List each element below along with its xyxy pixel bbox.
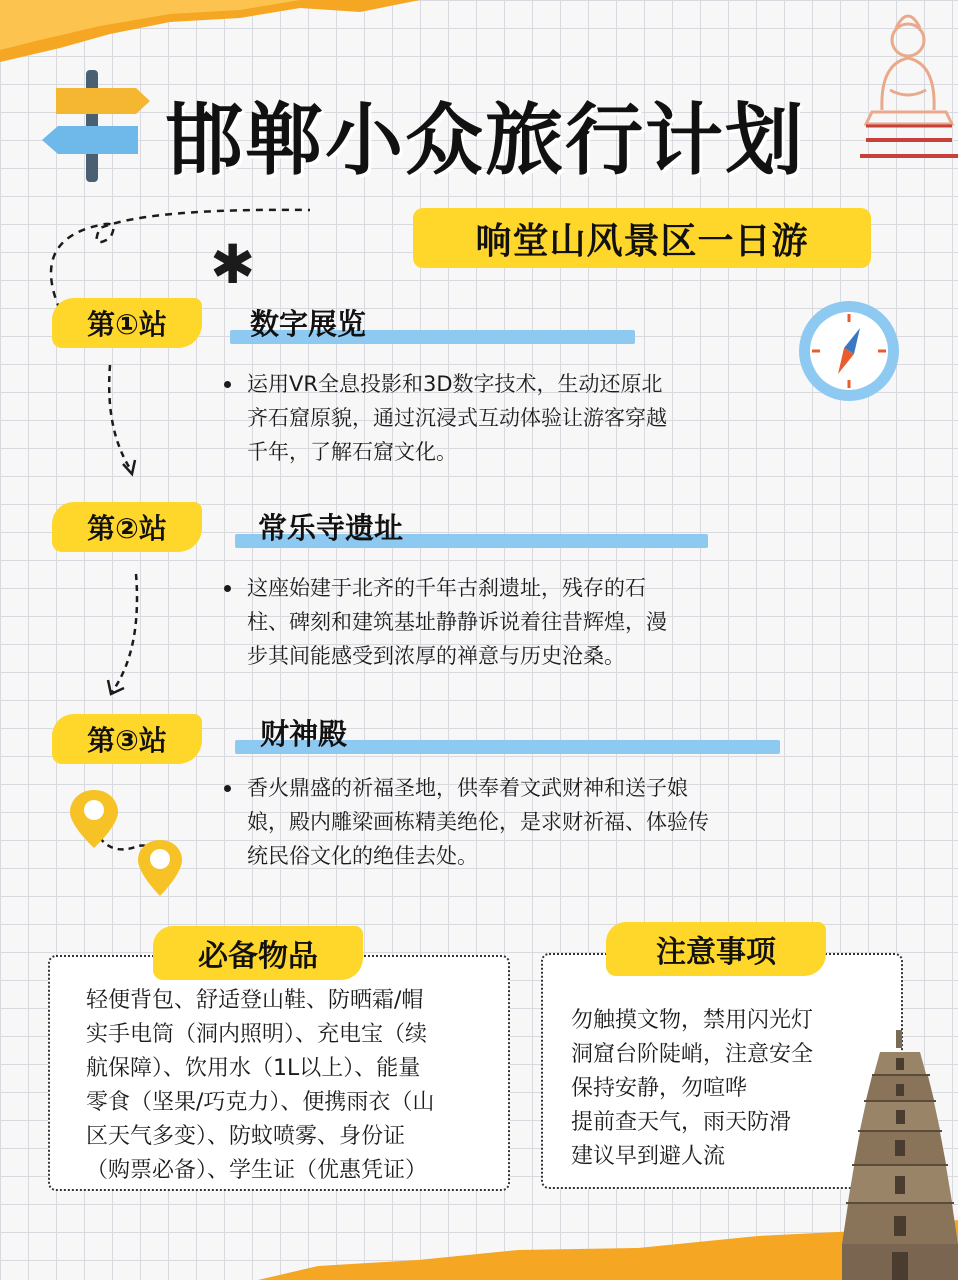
stop-1-bullet — [224, 381, 231, 388]
star-icon: ✱ — [210, 233, 256, 296]
notes-header-text: 注意事项 — [656, 935, 776, 970]
corner-decoration-top-left — [0, 0, 420, 70]
essentials-line: （购票必备）、学生证（优惠凭证） — [86, 1158, 428, 1183]
stop-3-badge — [52, 714, 202, 764]
stop-2-title: 常乐寺遗址 — [258, 511, 404, 545]
stop-1-line-2: 齐石窟原貌，通过沉浸式互动体验让游客穿越 — [247, 406, 667, 430]
stop-1-title: 数字展览 — [250, 307, 367, 341]
stop-1-description — [247, 367, 767, 469]
stop-3-badge-text: 第③站 — [87, 724, 167, 757]
essentials-line: 实手电筒（洞内照明）、充电宝（续 — [86, 1022, 428, 1047]
notes-line: 洞窟台阶陡峭，注意安全 — [571, 1042, 814, 1067]
buddha-statue-icon — [860, 0, 958, 165]
notes-list — [571, 1004, 871, 1174]
notes-header — [606, 922, 826, 976]
signpost-icon — [38, 70, 153, 185]
stop-3-line-2: 娘，殿内雕梁画栋精美绝伦，是求财祈福、体验传 — [247, 810, 709, 834]
dashed-connector — [100, 570, 160, 700]
notes-line: 保持安静，勿喧哗 — [571, 1076, 748, 1101]
stop-1-line-3: 千年，了解石窟文化。 — [247, 440, 457, 464]
pagoda-icon — [842, 1030, 958, 1280]
stop-1-badge — [52, 298, 202, 348]
notes-line: 提前查天气，雨天防滑 — [571, 1110, 792, 1135]
essentials-line: 航保障）、饮用水（1L以上）、能量 — [86, 1056, 421, 1081]
stop-2-line-2: 柱、碑刻和建筑基址静静诉说着往昔辉煌，漫 — [247, 610, 667, 634]
notes-line: 勿触摸文物，禁用闪光灯 — [571, 1008, 814, 1033]
map-pin-icon — [68, 788, 198, 900]
stop-2-description — [247, 571, 767, 673]
page-title: 邯郸小众旅行计划 — [165, 96, 806, 186]
stop-3-description — [247, 771, 807, 873]
subtitle-text: 响堂山风景区一日游 — [475, 220, 809, 262]
compass-icon — [794, 296, 904, 406]
essentials-line: 零食（坚果/巧克力）、便携雨衣（山 — [86, 1090, 435, 1115]
stop-1-badge-text: 第①站 — [87, 308, 167, 341]
essentials-line: 轻便背包、舒适登山鞋、防晒霜/帽 — [86, 988, 424, 1013]
essentials-header — [153, 926, 363, 980]
dashed-connector — [95, 360, 155, 480]
essentials-header-text: 必备物品 — [198, 939, 318, 974]
stop-3-bullet — [224, 785, 231, 792]
stop-1-line-1: 运用VR全息投影和3D数字技术，生动还原北 — [247, 372, 663, 396]
essentials-list — [86, 984, 498, 1188]
notes-line: 建议早到避人流 — [571, 1144, 726, 1169]
stop-2-badge-text: 第②站 — [87, 512, 167, 545]
stop-2-bullet — [224, 585, 231, 592]
stop-3-line-3: 统民俗文化的绝佳去处。 — [247, 844, 478, 868]
subtitle-banner — [413, 208, 871, 268]
essentials-line: 区天气多变）、防蚊喷雾、身份证 — [86, 1124, 406, 1149]
stop-2-line-3: 步其间能感受到浓厚的禅意与历史沧桑。 — [247, 644, 625, 668]
stop-2-line-1: 这座始建于北齐的千年古刹遗址，残存的石 — [247, 576, 646, 600]
stop-3-title: 财神殿 — [260, 717, 348, 751]
stop-3-line-1: 香火鼎盛的祈福圣地，供奉着文武财神和送子娘 — [247, 776, 688, 800]
stop-2-badge — [52, 502, 202, 552]
